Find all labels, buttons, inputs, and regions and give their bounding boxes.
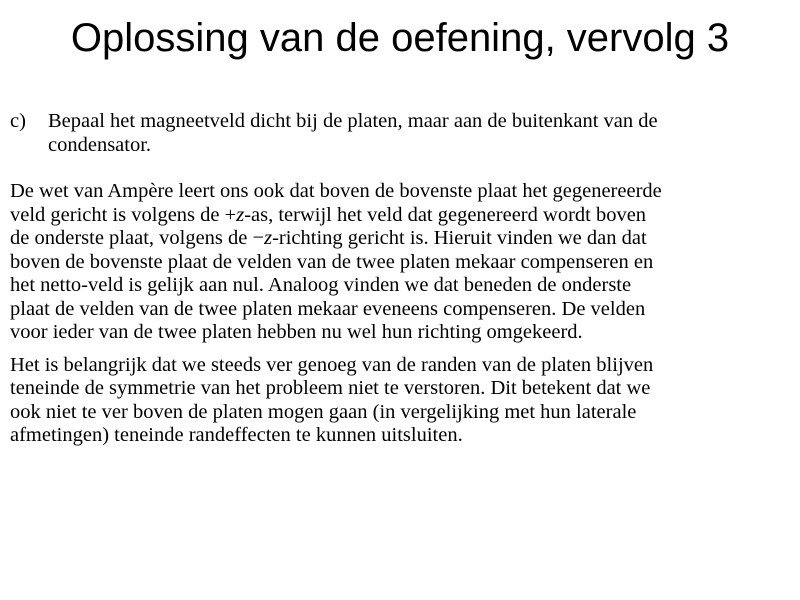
paragraph-line <box>10 204 790 228</box>
math-variable: z <box>264 227 273 249</box>
paragraph-line: ook niet te ver boven de platen mogen gaan (in vergelijking met hun laterale <box>10 400 637 423</box>
note-paragraph <box>10 354 790 448</box>
paragraph-line <box>10 227 790 251</box>
question-marker: c) <box>10 110 26 132</box>
slide-body <box>10 110 790 457</box>
paragraph-line: teneinde de symmetrie van het probleem niet te verstoren. Dit betekent dat we <box>10 377 651 399</box>
paragraph-line: voor ieder van de twee platen hebben nu wel hun richting omgekeerd. <box>10 321 583 343</box>
paragraph-line: boven de bovenste plaat de velden van de twee platen mekaar compenseren en <box>10 250 654 273</box>
paragraph-line: De wet van Ampère leert ons ook dat boven de bovenste plaat het gegenereerde <box>10 180 662 202</box>
paragraph-line: Het is belangrijk dat we steeds ver genoeg van de randen van de platen blijven <box>10 353 654 376</box>
text-fragment: de onderste plaat, volgens de − <box>10 227 265 249</box>
text-fragment: -richting gericht is. Hieruit vinden we dan dat <box>272 227 647 249</box>
text-fragment: -as, terwijl het veld dat gegenereerd wordt boven <box>244 203 647 226</box>
explanation-paragraph <box>10 180 790 345</box>
question-line: condensator. <box>48 133 152 156</box>
math-variable: z <box>236 203 245 226</box>
question-item <box>10 110 790 157</box>
text-fragment: veld gericht is volgens de + <box>10 203 237 226</box>
paragraph-line: plaat de velden van de twee platen mekaar eveneens compenseren. De velden <box>10 297 646 320</box>
question-text <box>48 110 790 157</box>
question-line: Bepaal het magneetveld dicht bij de platen, maar aan de buitenkant van de <box>48 110 658 132</box>
slide-title: Oplossing van de oefening, vervolg 3 <box>70 16 730 60</box>
paragraph-line: afmetingen) teneinde randeffecten te kunnen uitsluiten. <box>10 424 463 446</box>
paragraph-line: het netto-veld is gelijk aan nul. Analoog vinden we dat beneden de onderste <box>10 274 632 296</box>
